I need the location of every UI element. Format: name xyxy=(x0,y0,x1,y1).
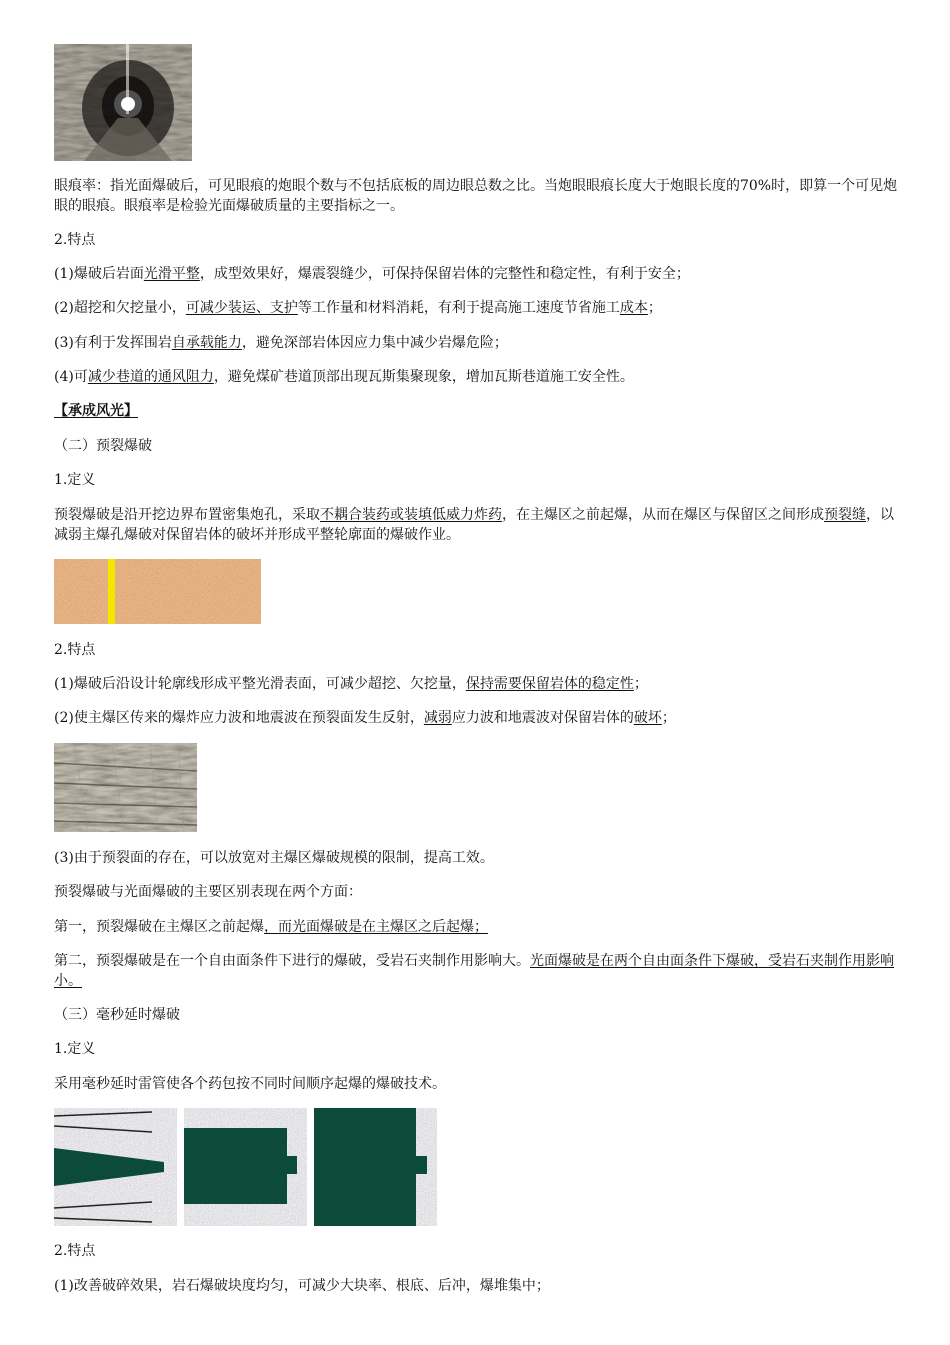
difference-first-pre: 第一，预裂爆破在主爆区之前起爆 xyxy=(54,919,264,935)
feature-b1-underline: 保持需要保留岩体的稳定性 xyxy=(465,676,634,692)
presplit-def-mid: ，在主爆区之前起爆，从而在爆区与保留区之间形成 xyxy=(502,507,824,523)
presplit-def-post: ，以减弱主爆孔爆破对保留岩体的破坏并形成平整轮廓面的爆破作业。 xyxy=(54,507,894,543)
feature-a1 xyxy=(54,264,900,284)
feature-b3: (3)由于预裂面的存在，可以放宽对主爆区爆破规模的限制，提高工效。 xyxy=(54,850,494,866)
feature-a4-pre: (4)可 xyxy=(54,369,88,385)
delay-panel-3 xyxy=(314,1108,437,1226)
presplit-def-underline-2: 预裂缝 xyxy=(824,507,866,523)
difference-second xyxy=(54,951,900,991)
heading-features-c: 2.特点 xyxy=(54,1243,96,1259)
feature-a1-pre: (1)爆破后岩面 xyxy=(54,266,144,282)
feature-a1-post: ，成型效果好，爆震裂缝少，可保持保留岩体的完整性和稳定性，有利于安全； xyxy=(199,266,690,282)
tunnel-photo xyxy=(54,44,192,161)
feature-a3 xyxy=(54,333,900,353)
feature-b1-post: ； xyxy=(633,676,648,692)
presplit-def-underline: 不耦合装药或装填低威力炸药 xyxy=(320,507,502,523)
yanhen-definition: 眼痕率：指光面爆破后，可见眼痕的炮眼个数与不包括底板的周边眼总数之比。当炮眼眼痕长度大于炮眼长度的70%时，即算一个可见炮眼的眼痕。眼痕率是检验光面爆破质量的主要指标之一。 xyxy=(54,178,898,214)
feature-a2-pre: (2)超挖和欠挖量小， xyxy=(54,300,186,316)
feature-a3-pre: (3)有利于发挥围岩 xyxy=(54,335,172,351)
heading-definition-b: 1.定义 xyxy=(54,472,96,488)
feature-a2-underline-2: 成本 xyxy=(619,300,648,316)
feature-b2-pre: (2)使主爆区传来的爆炸应力波和地震波在预裂面发生反射， xyxy=(54,710,424,726)
presplit-definition xyxy=(54,505,900,545)
feature-b2-post: ； xyxy=(661,710,676,726)
heading-features-b: 2.特点 xyxy=(54,642,96,658)
feature-a3-underline: 自承载能力 xyxy=(171,335,242,351)
feature-a4 xyxy=(54,367,900,387)
feature-b1 xyxy=(54,674,900,694)
difference-intro: 预裂爆破与光面爆破的主要区别表现在两个方面： xyxy=(54,884,362,900)
feature-a2-mid: 等工作量和材料消耗，有利于提高施工速度节省施工 xyxy=(297,300,620,316)
feature-a2-underline: 可减少装运、支护 xyxy=(185,300,298,316)
feature-b1-pre: (1)爆破后沿设计轮廓线形成平整光滑表面，可减少超挖、欠挖量， xyxy=(54,676,466,692)
delay-panel-2 xyxy=(184,1108,307,1226)
feature-a1-underline: 光滑平整 xyxy=(143,266,200,282)
section-presplit-title: （二）预裂爆破 xyxy=(54,438,152,454)
feature-b2 xyxy=(54,708,900,728)
presplit-slab-image xyxy=(54,559,261,624)
feature-a2-post: ； xyxy=(647,300,662,316)
difference-first xyxy=(54,917,900,937)
brand-tag: 【承成风光】 xyxy=(54,403,138,419)
presplit-def-pre: 预裂爆破是沿开挖边界布置密集炮孔，采取 xyxy=(54,507,320,523)
section-delay-title: （三）毫秒延时爆破 xyxy=(54,1007,180,1023)
heading-definition-c: 1.定义 xyxy=(54,1041,96,1057)
feature-a2 xyxy=(54,298,900,318)
delay-blasting-diagram xyxy=(54,1108,437,1226)
rock-surface-photo xyxy=(54,743,197,832)
feature-c1: (1)改善破碎效果，岩石爆破块度均匀，可减少大块率、根底、后冲，爆堆集中； xyxy=(54,1278,550,1294)
feature-b2-mid: 应力波和地震波对保留岩体的 xyxy=(451,710,634,726)
delay-definition: 采用毫秒延时雷管使各个药包按不同时间顺序起爆的爆破技术。 xyxy=(54,1076,446,1092)
delay-panel-1 xyxy=(54,1108,177,1226)
difference-second-pre: 第二，预裂爆破是在一个自由面条件下进行的爆破，受岩石夹制作用影响大。 xyxy=(54,953,530,969)
feature-a3-post: ，避免深部岩体因应力集中减少岩爆危险； xyxy=(241,335,508,351)
feature-b2-underline-2: 破坏 xyxy=(633,710,662,726)
difference-second-underline: 光面爆破是在两个自由面条件下爆破，受岩石夹制作用影响小。 xyxy=(54,953,894,989)
feature-b2-underline: 减弱 xyxy=(423,710,452,726)
heading-features-a: 2.特点 xyxy=(54,232,96,248)
feature-a4-post: ，避免煤矿巷道顶部出现瓦斯集聚现象，增加瓦斯巷道施工安全性。 xyxy=(213,369,634,385)
difference-first-underline: ，而光面爆破是在主爆区之后起爆； xyxy=(264,919,488,935)
feature-a4-underline: 减少巷道的通风阻力 xyxy=(87,369,214,385)
